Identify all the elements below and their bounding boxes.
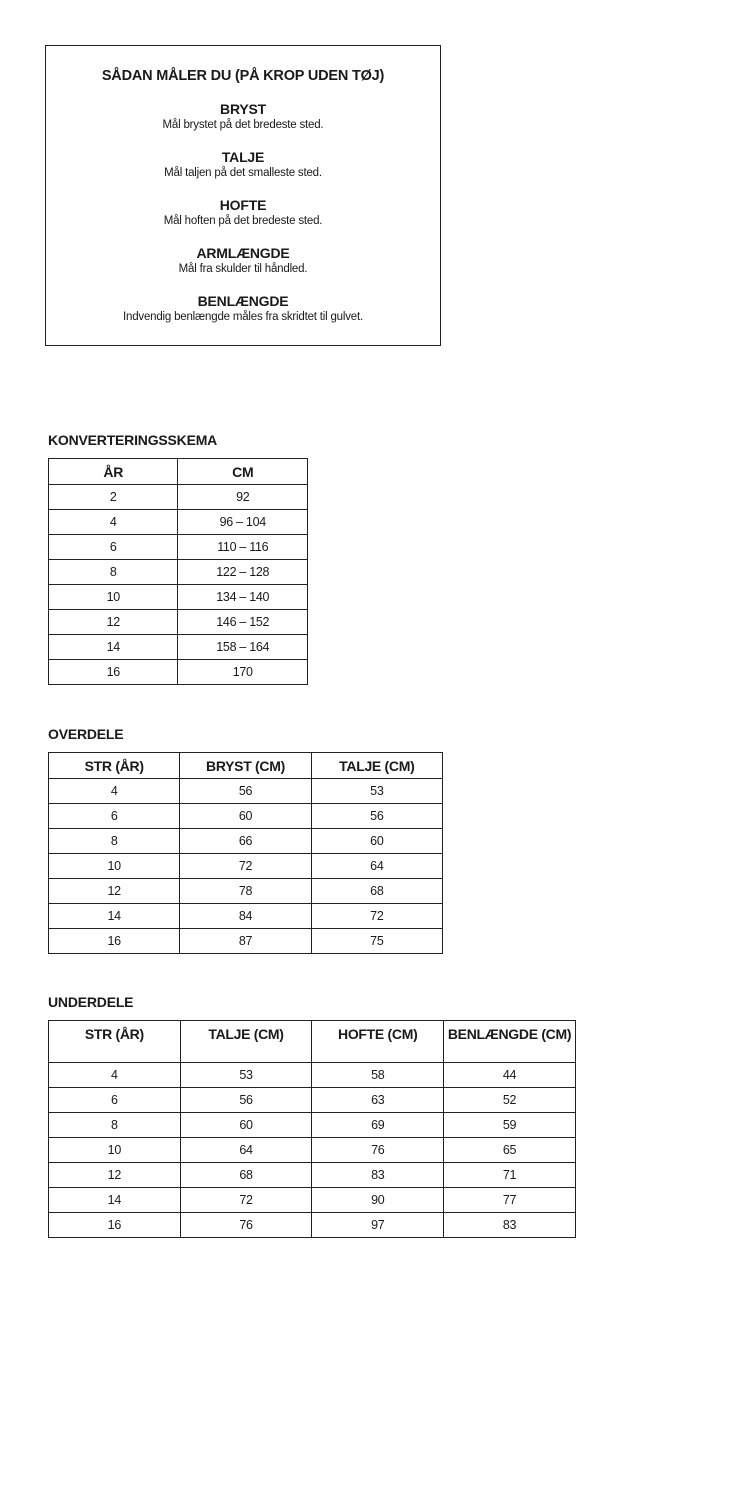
tops-title: OVERDELE [48,726,124,742]
table-header-row [49,753,443,779]
column-header: STR (ÅR) [49,753,180,779]
guide-item-chest [46,101,440,133]
table-row [49,560,308,585]
table-cell: 68 [311,879,442,904]
guide-item-leg-length [46,293,440,325]
table-cell: 97 [312,1213,444,1238]
table-row [49,1188,576,1213]
table-cell: 16 [49,929,180,954]
guide-item-arm-length [46,245,440,277]
table-cell: 76 [180,1213,312,1238]
table-cell: 10 [49,1138,181,1163]
column-header: CM [178,459,308,485]
table-cell: 8 [49,829,180,854]
table-cell: 64 [180,1138,312,1163]
guide-item-heading: ARMLÆNGDE [196,245,290,261]
table-row [49,854,443,879]
table-cell: 63 [312,1088,444,1113]
table-row [49,585,308,610]
table-cell: 83 [312,1163,444,1188]
table-cell: 14 [49,1188,181,1213]
table-cell: 12 [49,879,180,904]
guide-item-text: Mål brystet på det bredeste sted. [162,119,324,131]
table-cell: 4 [49,510,178,535]
conversion-title: KONVERTERINGSSKEMA [48,432,218,448]
column-header: TALJE (CM) [311,753,442,779]
table-cell: 69 [312,1113,444,1138]
table-cell: 64 [311,854,442,879]
table-cell: 53 [180,1063,312,1088]
guide-item-heading: TALJE [221,149,265,165]
table-cell: 72 [180,854,311,879]
table-cell: 14 [49,904,180,929]
guide-item-heading: BENLÆNGDE [197,293,289,309]
table-cell: 10 [49,854,180,879]
table-cell: 60 [180,804,311,829]
guide-item-text: Indvendig benlængde måles fra skridtet til gulvet. [123,311,363,323]
table-cell: 87 [180,929,311,954]
table-cell: 134 – 140 [178,585,308,610]
table-cell: 6 [49,535,178,560]
table-cell: 56 [180,779,311,804]
table-row [49,1113,576,1138]
tops-size-table [48,752,443,954]
table-cell: 68 [180,1163,312,1188]
table-cell: 158 – 164 [178,635,308,660]
table-row [49,660,308,685]
table-cell: 146 – 152 [178,610,308,635]
conversion-table-body [49,485,308,685]
table-row [49,1138,576,1163]
bottoms-size-table [48,1020,576,1238]
tops-table-body [49,779,443,954]
table-cell: 8 [49,1113,181,1138]
column-header: TALJE (CM) [180,1021,312,1063]
table-row [49,610,308,635]
table-cell: 14 [49,635,178,660]
guide-item-text: Mål hoften på det bredeste sted. [163,215,323,227]
table-cell: 16 [49,660,178,685]
table-row [49,1163,576,1188]
table-cell: 65 [444,1138,576,1163]
table-cell: 122 – 128 [178,560,308,585]
table-cell: 96 – 104 [178,510,308,535]
table-cell: 72 [311,904,442,929]
table-cell: 4 [49,1063,181,1088]
table-cell: 6 [49,1088,181,1113]
table-cell: 60 [180,1113,312,1138]
guide-item-hip [46,197,440,229]
table-cell: 110 – 116 [178,535,308,560]
table-row [49,929,443,954]
table-row [49,535,308,560]
table-cell: 60 [311,829,442,854]
table-cell: 71 [444,1163,576,1188]
table-row [49,829,443,854]
table-row [49,1213,576,1238]
column-header: ÅR [49,459,178,485]
table-cell: 84 [180,904,311,929]
table-header-row [49,459,308,485]
table-cell: 59 [444,1113,576,1138]
table-cell: 16 [49,1213,181,1238]
table-cell: 72 [180,1188,312,1213]
table-cell: 76 [312,1138,444,1163]
table-cell: 56 [180,1088,312,1113]
column-header: BRYST (CM) [180,753,311,779]
table-cell: 92 [178,485,308,510]
conversion-table [48,458,308,685]
guide-item-heading: BRYST [220,101,266,117]
measuring-guide-box [45,45,441,346]
guide-item-text: Mål taljen på det smalleste sted. [164,167,322,179]
bottoms-table-body [49,1063,576,1238]
guide-item-waist [46,149,440,181]
table-cell: 12 [49,1163,181,1188]
table-row [49,879,443,904]
table-cell: 8 [49,560,178,585]
table-row [49,779,443,804]
table-row [49,1063,576,1088]
table-cell: 53 [311,779,442,804]
table-row [49,635,308,660]
table-cell: 75 [311,929,442,954]
table-cell: 78 [180,879,311,904]
table-cell: 170 [178,660,308,685]
table-cell: 83 [444,1213,576,1238]
table-row [49,485,308,510]
table-cell: 58 [312,1063,444,1088]
bottoms-title: UNDERDELE [48,994,134,1010]
guide-item-text: Mål fra skulder til håndled. [178,263,308,275]
table-cell: 10 [49,585,178,610]
table-cell: 12 [49,610,178,635]
table-cell: 66 [180,829,311,854]
table-header-row [49,1021,576,1063]
column-header: STR (ÅR) [49,1021,181,1063]
table-row [49,1088,576,1113]
table-cell: 44 [444,1063,576,1088]
table-cell: 56 [311,804,442,829]
table-cell: 52 [444,1088,576,1113]
table-row [49,510,308,535]
column-header: BENLÆNGDE (CM) [444,1021,576,1063]
table-cell: 6 [49,804,180,829]
guide-item-heading: HOFTE [219,197,267,213]
measuring-guide-title: SÅDAN MÅLER DU (PÅ KROP UDEN TØJ) [101,68,385,84]
table-row [49,904,443,929]
table-cell: 2 [49,485,178,510]
table-cell: 4 [49,779,180,804]
table-cell: 77 [444,1188,576,1213]
table-cell: 90 [312,1188,444,1213]
column-header: HOFTE (CM) [312,1021,444,1063]
table-row [49,804,443,829]
